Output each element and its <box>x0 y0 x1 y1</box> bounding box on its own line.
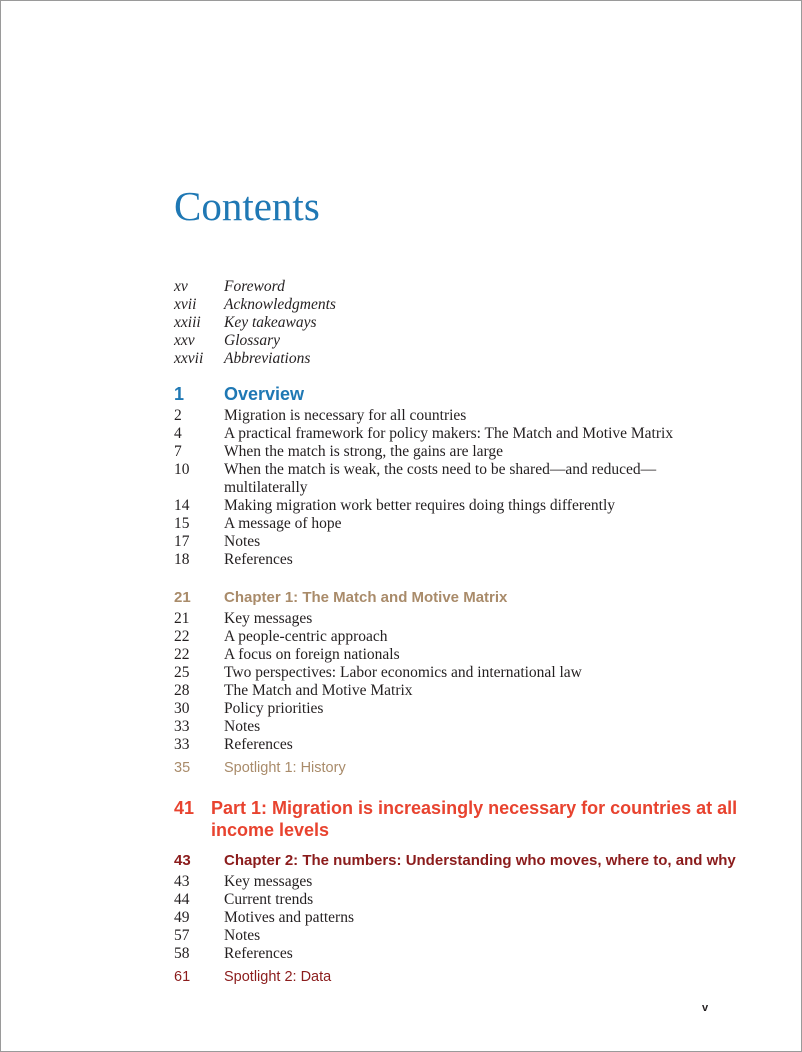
table-of-contents <box>174 278 754 986</box>
toc-page-number: 2 <box>174 407 182 424</box>
chapter-heading-label: Chapter 1: The Match and Motive Matrix <box>224 589 508 606</box>
toc-entry-label: A people-centric approach <box>224 628 388 645</box>
toc-entry[interactable] <box>174 407 754 425</box>
toc-entry[interactable] <box>174 891 754 909</box>
toc-entry-label: Key messages <box>224 610 313 627</box>
toc-page-number: 49 <box>174 909 190 926</box>
toc-entry[interactable] <box>174 927 754 945</box>
toc-entry-label: Current trends <box>224 891 314 908</box>
toc-page-number: 14 <box>174 497 190 514</box>
toc-entry[interactable] <box>174 873 754 891</box>
toc-page-number: 18 <box>174 551 190 568</box>
toc-entry[interactable] <box>174 533 754 551</box>
toc-page-number: 25 <box>174 664 190 681</box>
toc-page-number: 58 <box>174 945 190 962</box>
chapter-heading-2[interactable] <box>174 852 754 870</box>
toc-page-number: 43 <box>174 852 191 869</box>
toc-page-number: 44 <box>174 891 190 908</box>
part-heading-label: Part 1: Migration is increasingly necessary for countries at all income levels <box>211 798 738 840</box>
toc-entry[interactable] <box>174 945 754 963</box>
toc-entry[interactable] <box>174 664 754 682</box>
toc-page-number: 61 <box>174 969 191 985</box>
chapter-heading-1[interactable] <box>174 589 754 607</box>
toc-page-number: 33 <box>174 736 190 753</box>
toc-entry-glossary[interactable] <box>174 332 754 350</box>
toc-entry-label: The Match and Motive Matrix <box>224 682 413 699</box>
toc-page-number: 30 <box>174 700 190 717</box>
front-matter-list <box>174 278 754 368</box>
toc-entry-label: Two perspectives: Labor economics and international law <box>224 664 582 681</box>
toc-page-number: 41 <box>174 798 195 818</box>
section-heading-overview[interactable] <box>174 383 754 405</box>
section-heading-label: Overview <box>224 384 305 404</box>
toc-entry[interactable] <box>174 736 754 754</box>
toc-entry-label: Making migration work better requires doing things differently <box>224 497 616 514</box>
toc-entry-label: References <box>224 736 293 753</box>
toc-entry-foreword[interactable] <box>174 278 754 296</box>
toc-page-number: 43 <box>174 873 190 890</box>
toc-entry[interactable] <box>174 718 754 736</box>
toc-page-number: 21 <box>174 589 191 606</box>
toc-entry[interactable] <box>174 628 754 646</box>
toc-entry[interactable] <box>174 909 754 927</box>
toc-entry[interactable] <box>174 551 754 569</box>
toc-entry-label: References <box>224 551 293 568</box>
toc-page-number: xxvii <box>174 350 204 367</box>
toc-entry-label: Key messages <box>224 873 313 890</box>
toc-entry[interactable] <box>174 646 754 664</box>
toc-page-number: 4 <box>174 425 182 442</box>
toc-entry[interactable] <box>174 610 754 628</box>
toc-entry-label: Policy priorities <box>224 700 324 717</box>
toc-page-number: 22 <box>174 646 190 663</box>
toc-entry-label: Glossary <box>224 332 280 349</box>
spotlight-label: Spotlight 1: History <box>224 760 346 776</box>
toc-entry-label: Foreword <box>224 278 285 295</box>
spotlight-label: Spotlight 2: Data <box>224 969 332 985</box>
toc-page-number: 28 <box>174 682 190 699</box>
toc-entry-label: A practical framework for policy makers: The Match and Motive Matrix <box>224 425 674 442</box>
toc-page-number: 35 <box>174 760 191 776</box>
toc-entry[interactable] <box>174 682 754 700</box>
toc-page-number: 10 <box>174 461 190 478</box>
page-title: Contents <box>174 183 320 229</box>
chapter-heading-label: Chapter 2: The numbers: Understanding who moves, where to, and why <box>224 852 736 869</box>
part-heading-1[interactable] <box>174 797 754 841</box>
toc-entry[interactable] <box>174 515 754 533</box>
toc-entry-label: A focus on foreign nationals <box>224 646 400 663</box>
toc-entry-label: References <box>224 945 293 962</box>
toc-page-number: 17 <box>174 533 190 550</box>
toc-entry[interactable] <box>174 461 754 497</box>
toc-page-number: 1 <box>174 384 185 404</box>
toc-entry-label: Key takeaways <box>224 314 317 331</box>
toc-page-number: xxv <box>174 332 195 349</box>
toc-page-number: 22 <box>174 628 190 645</box>
toc-entry-label: Abbreviations <box>224 350 311 367</box>
toc-entry[interactable] <box>174 425 754 443</box>
toc-page-number: 57 <box>174 927 190 944</box>
toc-entry-label: When the match is strong, the gains are large <box>224 443 504 460</box>
toc-entry-label: Notes <box>224 927 261 944</box>
toc-entry-label: Migration is necessary for all countries <box>224 407 467 424</box>
toc-entry[interactable] <box>174 443 754 461</box>
toc-page-number: xxiii <box>174 314 201 331</box>
toc-entry-label: When the match is weak, the costs need to be shared—and reduced—multilaterally <box>224 461 657 496</box>
toc-page-number: 33 <box>174 718 190 735</box>
spotlight-entry-1[interactable] <box>174 759 754 777</box>
toc-entry-label: Notes <box>224 718 261 735</box>
toc-entry-label: Acknowledgments <box>224 296 336 313</box>
toc-entry-label: A message of hope <box>224 515 342 532</box>
toc-entry-label: Notes <box>224 533 261 550</box>
toc-entry-label: Motives and patterns <box>224 909 355 926</box>
toc-entry[interactable] <box>174 497 754 515</box>
spotlight-entry-2[interactable] <box>174 968 754 986</box>
toc-page-number: xvii <box>174 296 197 313</box>
toc-page-number: 15 <box>174 515 190 532</box>
toc-page-number: 21 <box>174 610 190 627</box>
toc-entry-abbreviations[interactable] <box>174 350 754 368</box>
toc-entry-key-takeaways[interactable] <box>174 314 754 332</box>
toc-entry[interactable] <box>174 700 754 718</box>
toc-page-number: 7 <box>174 443 182 460</box>
page-number: v <box>702 1002 709 1014</box>
toc-entry-acknowledgments[interactable] <box>174 296 754 314</box>
toc-page-number: xv <box>174 278 188 295</box>
